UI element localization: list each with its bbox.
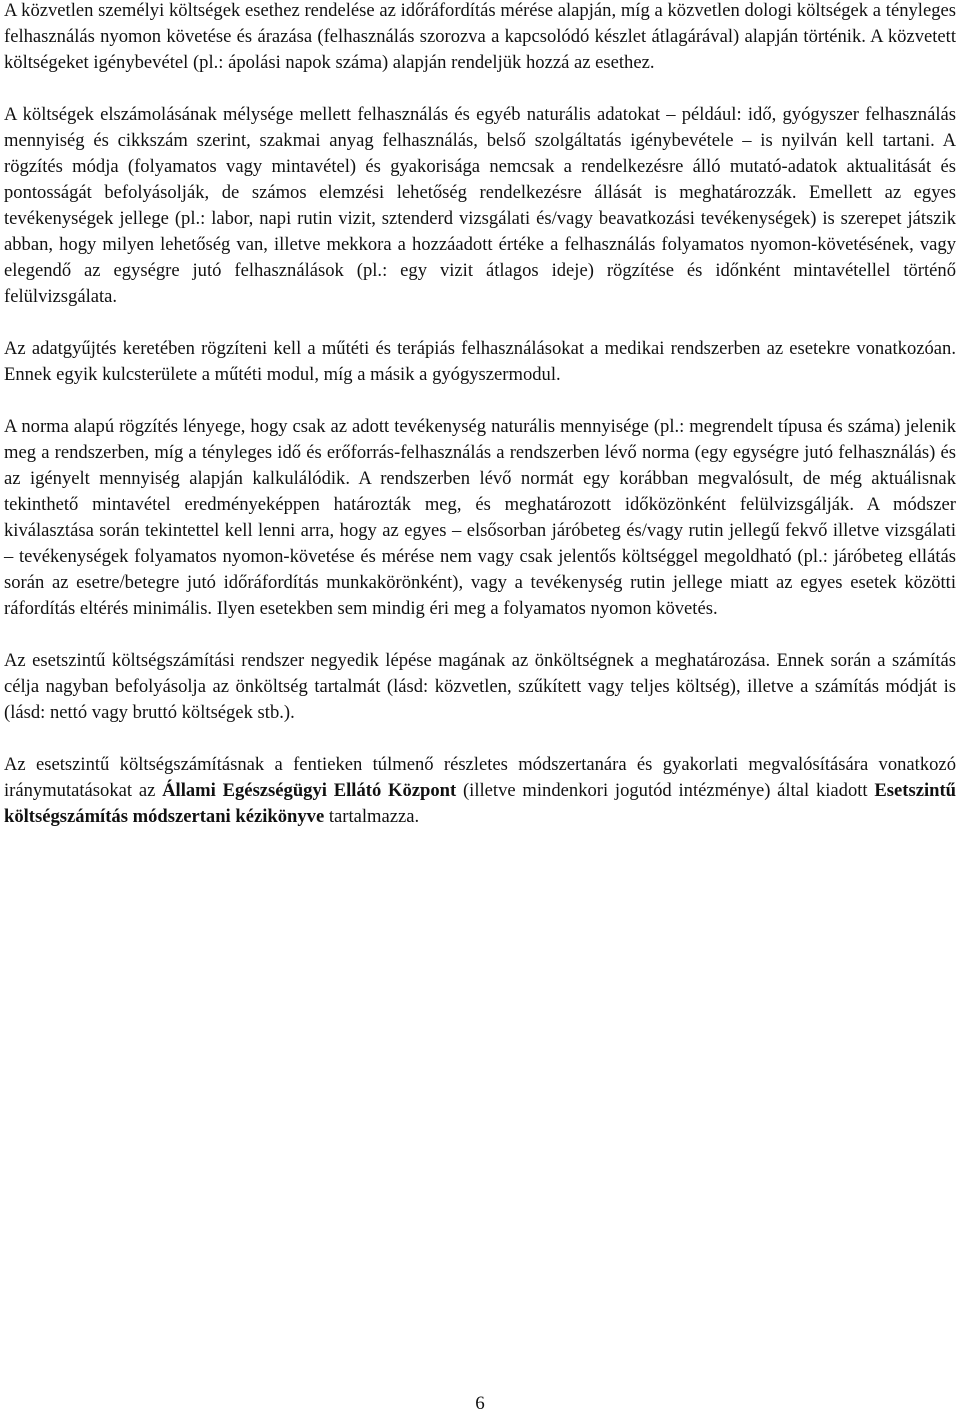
page-number: 6 [475,1393,485,1414]
paragraph-self-cost: Az esetszintű költségszámítási rendszer negyedik lépése magának az önköltségnek a meghatározása. Ennek során a számítás célja nagyban befolyásolja az önköltség tartalmát (lásd: közvetlen, szűkített vagy teljes költség), illetve a számítás módját is (lásd: nettó vagy bruttó költségek stb.). [4,650,956,723]
methodology-text-middle: (illetve mindenkori jogutód intézménye) által kiadott [456,780,875,801]
paragraph-data-collection: Az adatgyűjtés keretében rögzíteni kell a műtéti és terápiás felhasználásokat a medikai rendszerben az esetekre vonatkozóan. Ennek egyik kulcsterülete a műtéti modul, míg a másik a gyógyszermodul. [4,338,956,385]
document-body [4,0,956,830]
paragraph-direct-costs: A közvetlen személyi költségek esethez rendelése az időráfordítás mérése alapján, míg a közvetlen dologi költségek a tényleges felhasználás nyomon követése és árazása (felhasználás szorozva a kapcsolódó készlet átlagárával) alapján történik. A közvetett költségeket igénybevétel (pl.: ápolási napok száma) alapján rendeljük hozzá az esethez. [4,0,956,73]
handbook-title: Esetszintű költségszámítás módszertani kézikönyve [4,780,957,827]
paragraph-methodology-reference [4,752,956,830]
methodology-text-end: tartalmazza. [324,806,420,827]
paragraph-cost-depth: A költségek elszámolásának mélysége mellett felhasználás és egyéb naturális adatokat – például: idő, gyógyszer felhasználás mennyiség és cikkszám szerint, szakmai anyag felhasználás, belső szolgáltatás igénybevétele – is nyilván kell tartani. A rögzítés módja (folyamatos vagy mintavétel) és gyakorisága nemcsak a rendelkezésre álló mutató-adatok aktualitását és pontosságát befolyásolják, de számos elemzési lehetőség rendelkezésre állását is meghatározzák. Emellett az egyes tevékenységek jellege (pl.: labor, napi rutin vizit, sztenderd vizsgálati és/vagy beavatkozási tevékenységek) is szerepet játszik abban, hogy milyen lehetőség van, illetve mekkora a hozzáadott értéke a felhasználás folyamatos nyomon-követésének, vagy elegendő az egységre jutó felhasználások (pl.: egy vizit átlagos ideje) rögzítése és időnként mintavétellel történő felülvizsgálata. [4,104,956,307]
paragraph-norm-based-recording: A norma alapú rögzítés lényege, hogy csak az adott tevékenység naturális mennyisége (pl.: megrendelt típusa és száma) jelenik meg a rendszerben, míg a tényleges idő és erőforrás-felhasználás a rendszerben lévő norma (egy egységre jutó felhasználás) és az igényelt mennyiség alapján kalkulálódik. A rendszerben lévő normát egy korábban megvalósult, de még aktuálisnak tekinthető mintavétel eredményeképpen határozták meg, és meghatározott időközönként felülvizsgálják. A módszer kiválasztása során tekintettel kell lenni arra, hogy az egyes – elsősorban járóbeteg és/vagy rutin jellegű fekvő illetve vizsgálati – tevékenységek folyamatos nyomon-követése és mérése nem vagy csak jelentős költséggel megoldható (pl.: járóbeteg ellátás során az esetre/betegre jutó időráfordítás munkakörönként), vagy a tevékenység rutin jellege miatt az egyes esetek közötti ráfordítás eltérés minimális. Ilyen esetekben sem mindig éri meg a folyamatos nyomon követés. [4,416,956,619]
institution-name: Állami Egészségügyi Ellátó Központ [162,780,457,801]
methodology-text-start: Az esetszintű költségszámításnak a fentieken túlmenő részletes módszertanára és gyakorlati megvalósítására vonatkozó iránymutatásokat az [4,754,956,801]
